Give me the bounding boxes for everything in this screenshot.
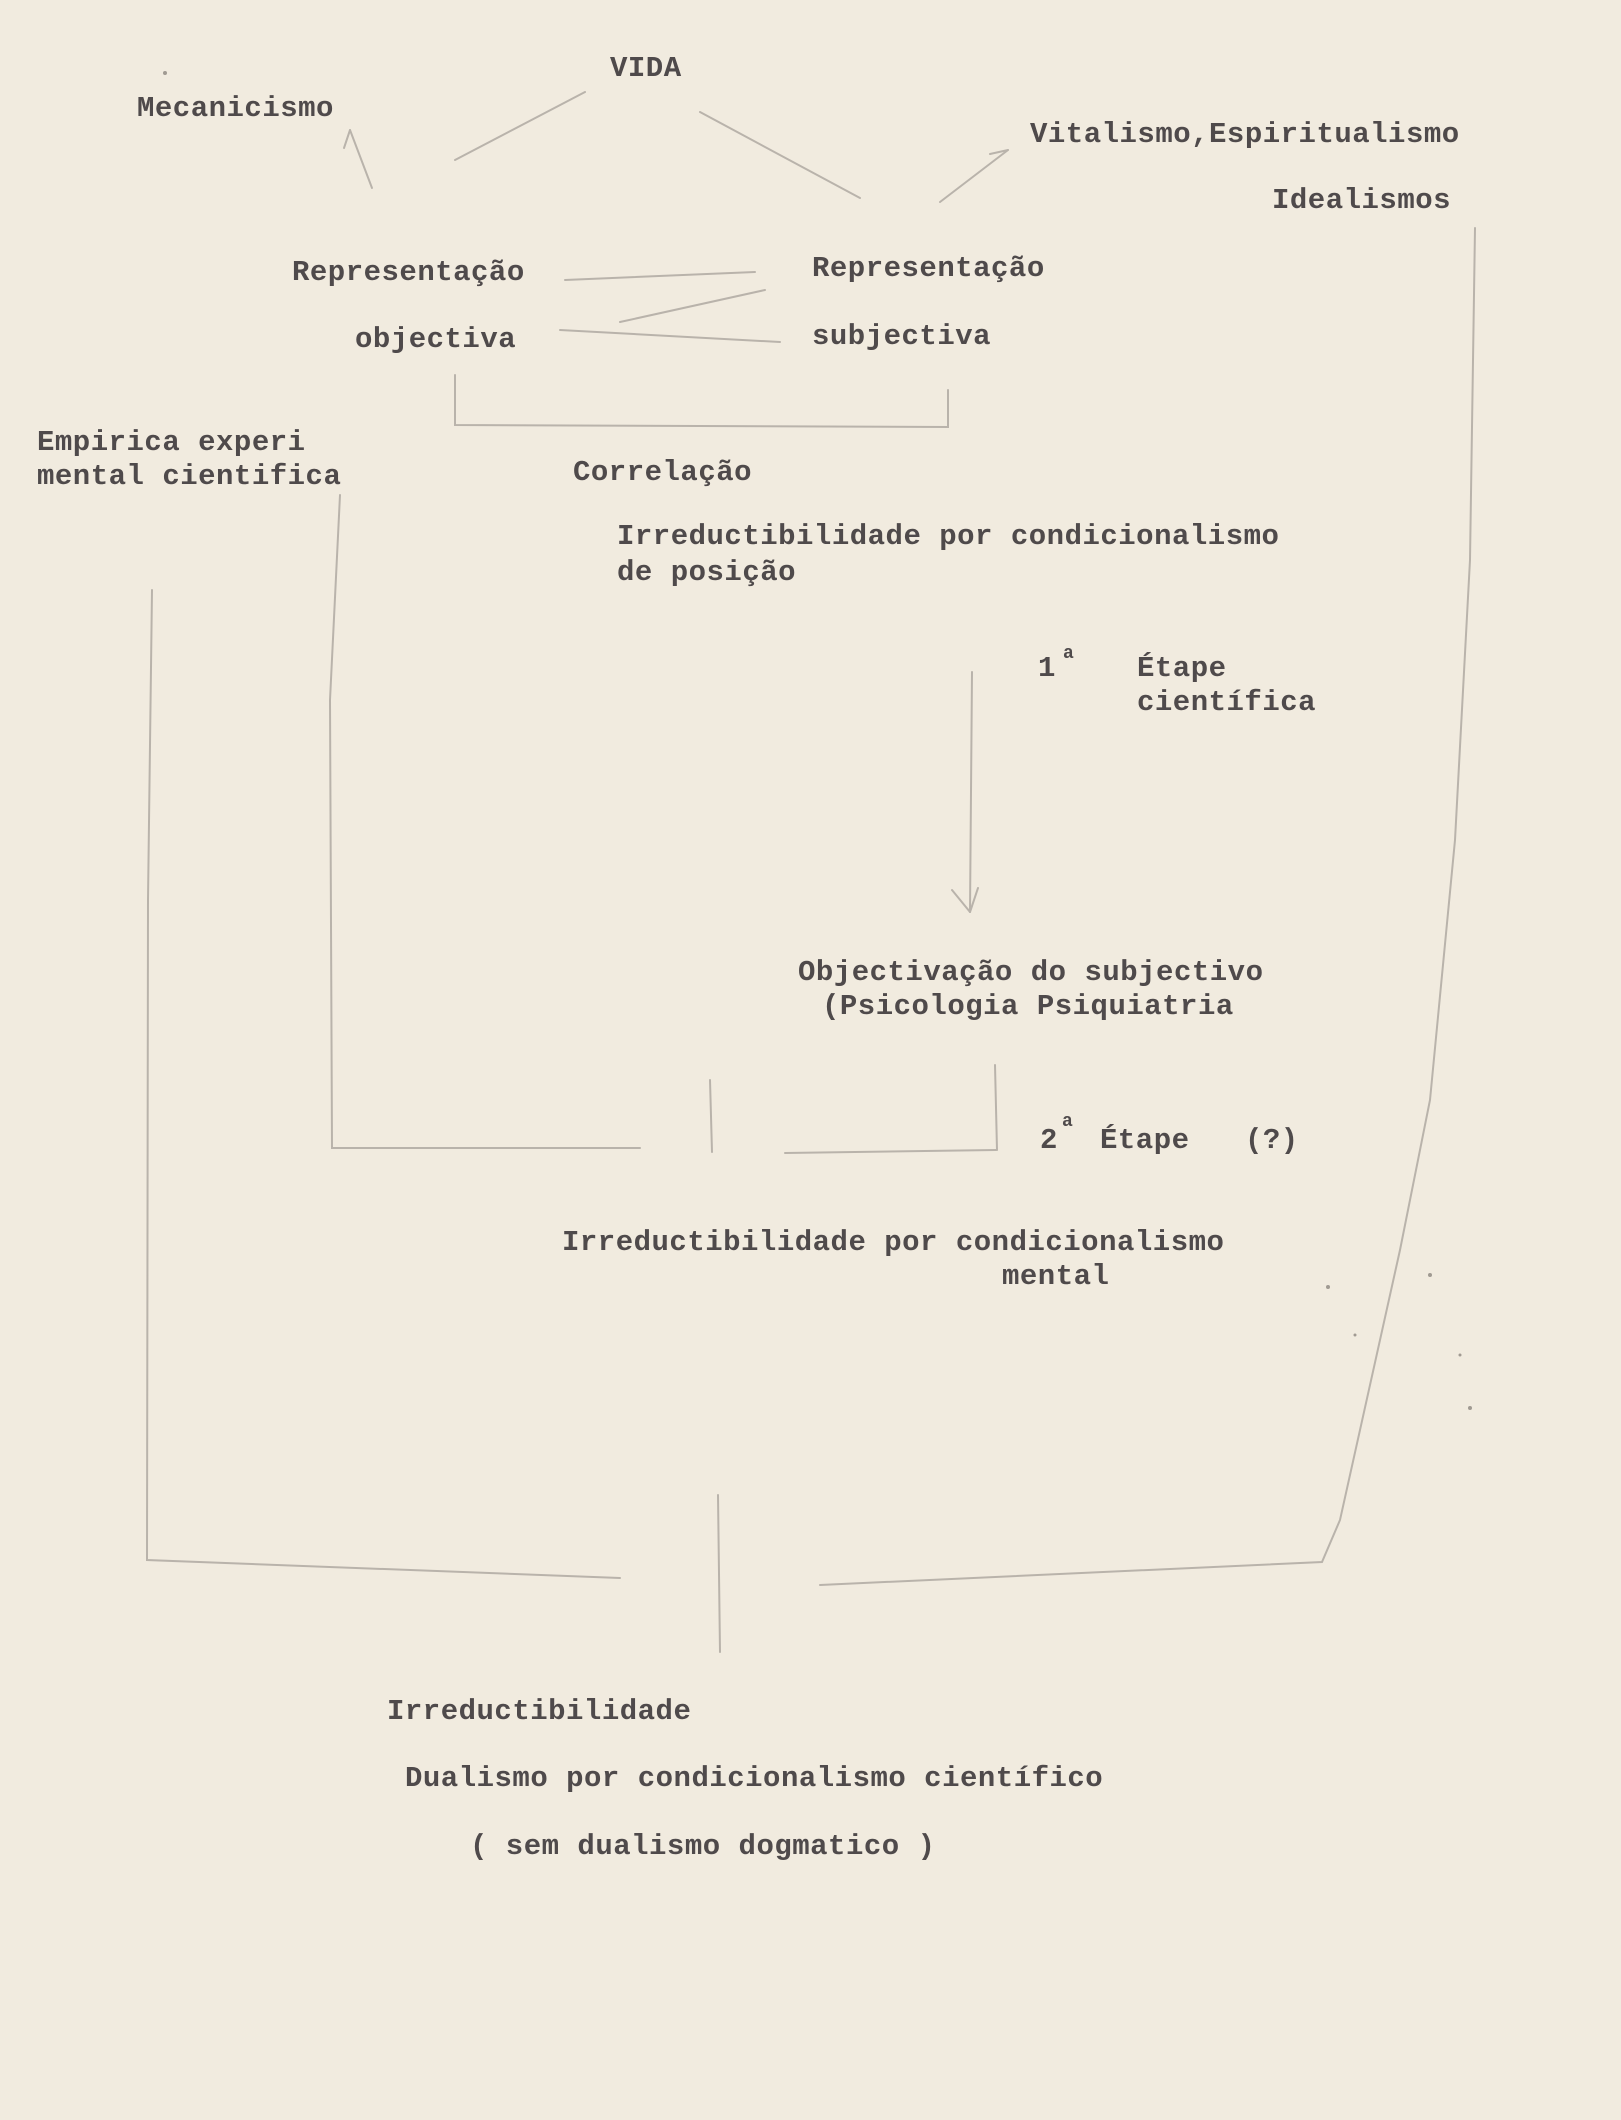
pencil-arrow-mecanicismo — [350, 130, 372, 188]
pencil-arrow-vitalismo — [940, 150, 1008, 202]
text-etape1-cientifica: científica — [1137, 686, 1317, 719]
text-irreductibilidade-mental-2: mental — [1002, 1260, 1110, 1293]
text-etape2-word: Étape — [1100, 1124, 1190, 1157]
text-representacao-objectiva-1: Representação — [292, 256, 525, 289]
text-final-dualismo: Dualismo por condicionalismo científico — [405, 1762, 1104, 1795]
pencil-inner-tick-1 — [710, 1080, 712, 1152]
text-etape1-number: 1 — [1038, 652, 1056, 685]
text-etape2-question: (?) — [1245, 1124, 1299, 1157]
text-representacao-subjectiva-2: subjectiva — [812, 320, 992, 353]
pencil-inner-tick-2 — [995, 1065, 997, 1150]
text-mecanicismo: Mecanicismo — [137, 92, 334, 125]
text-irreductibilidade-mental-1: Irreductibilidade por condicionalismo — [562, 1226, 1225, 1259]
text-irreductibilidade-posicao-1: Irreductibilidade por condicionalismo — [617, 520, 1280, 553]
pencil-center-down — [718, 1495, 720, 1652]
pencil-arrow-obj-to-subj — [565, 272, 755, 280]
pencil-line-vida-left — [455, 92, 585, 160]
pencil-bracket-representations — [455, 375, 948, 427]
pencil-arrow-subj-to-obj — [620, 290, 765, 322]
text-objectivacao-2: (Psicologia Psiquiatria — [822, 990, 1234, 1023]
text-etape1-superscript: a — [1063, 644, 1074, 664]
pencil-inner-frame-left — [330, 495, 640, 1148]
pencil-arrow-etape1-down — [970, 672, 972, 912]
text-representacao-subjectiva-1: Representação — [812, 252, 1045, 285]
text-empirica-2: mental cientifica — [37, 460, 342, 493]
heading-vida: VIDA — [610, 52, 682, 85]
pencil-line-vida-right — [700, 112, 860, 198]
text-etape2-number: 2 — [1040, 1124, 1058, 1157]
text-vitalismo-espiritualismo: Vitalismo,Espiritualismo — [1030, 118, 1460, 151]
text-idealismos: Idealismos — [1272, 184, 1452, 217]
text-empirica-1: Empirica experi — [37, 426, 306, 459]
text-etape1-word: Étape — [1137, 652, 1227, 685]
text-irreductibilidade-posicao-2: de posição — [617, 556, 797, 589]
pencil-outer-frame-right — [820, 228, 1475, 1585]
text-objectivacao-1: Objectivação do subjectivo — [798, 956, 1264, 989]
pencil-inner-frame-right — [785, 1150, 996, 1153]
text-correlacao: Correlação — [573, 456, 753, 489]
text-representacao-objectiva-2: objectiva — [355, 323, 517, 356]
text-etape2-superscript: a — [1062, 1112, 1073, 1132]
text-final-sem-dualismo: ( sem dualismo dogmatico ) — [470, 1830, 936, 1863]
text-final-irreductibilidade: Irreductibilidade — [387, 1695, 692, 1728]
pencil-outer-frame-left — [147, 590, 620, 1578]
